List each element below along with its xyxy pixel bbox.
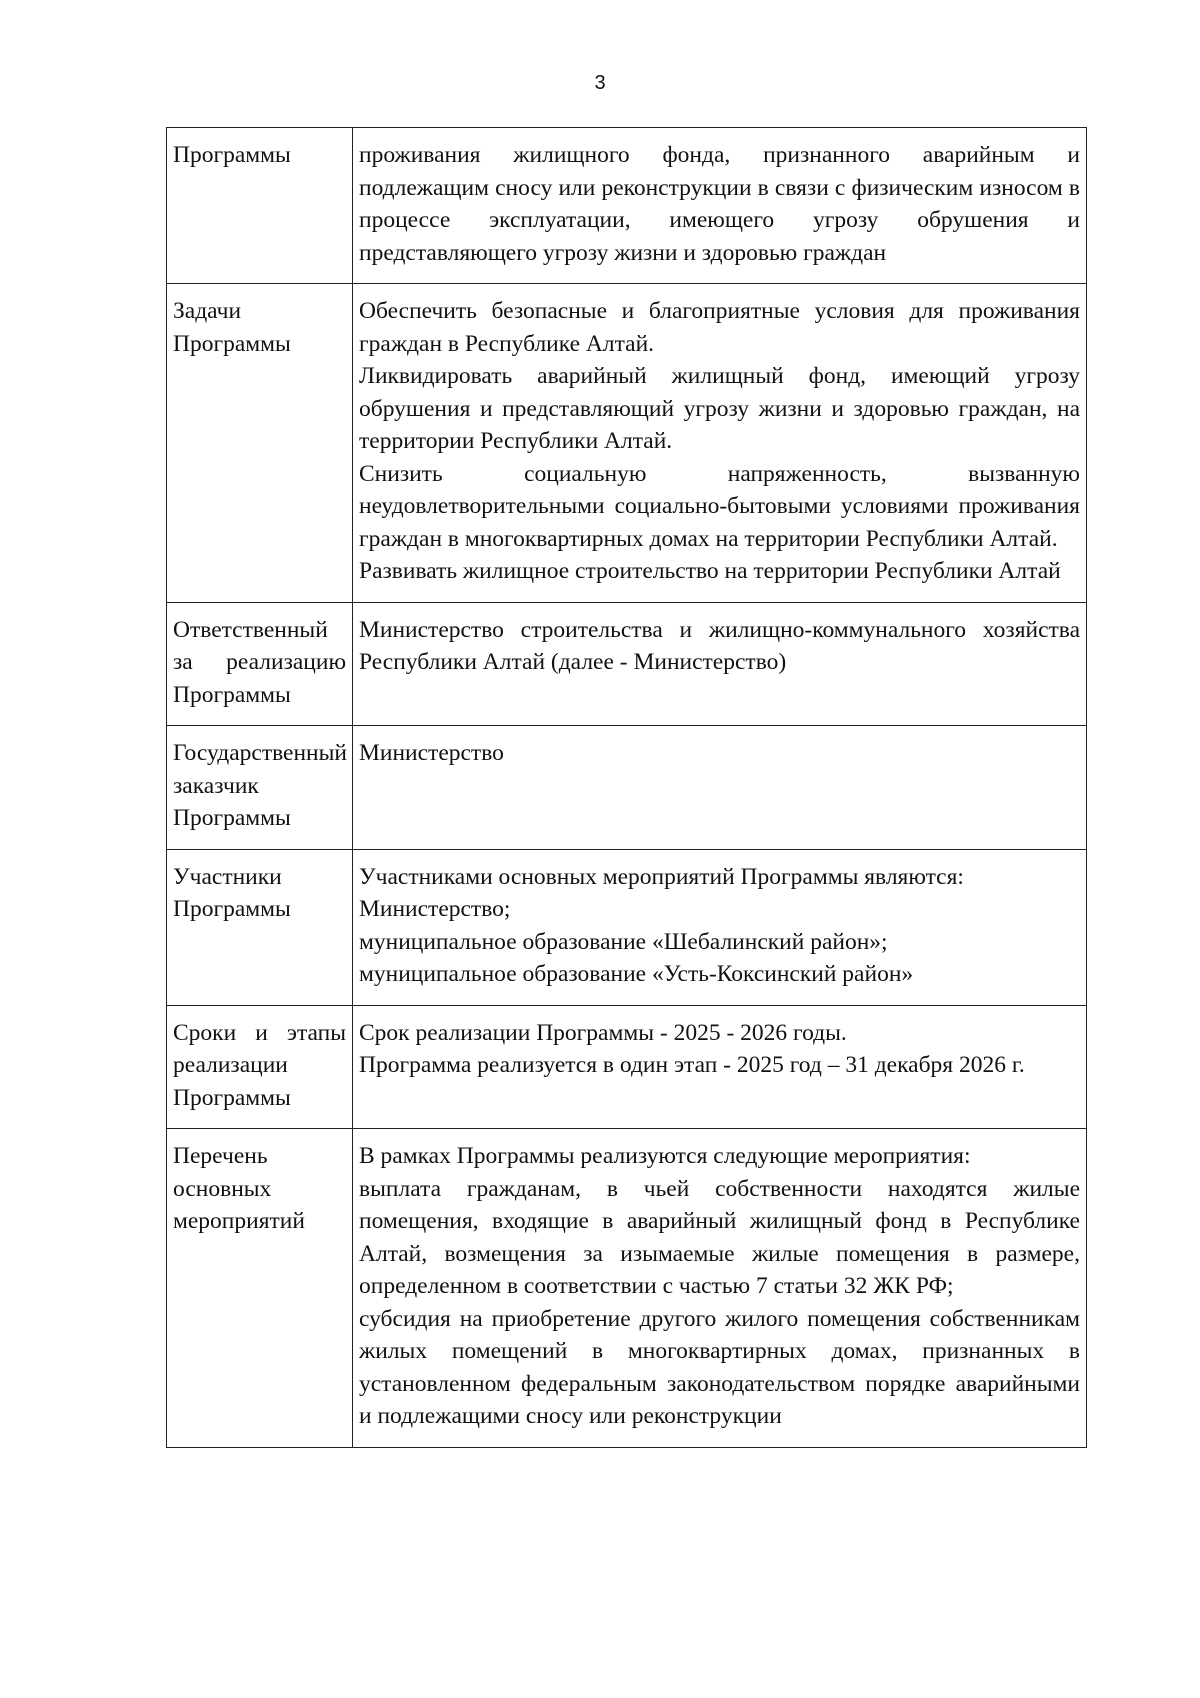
row-content (353, 284, 1087, 603)
row-label: Программы (167, 128, 353, 284)
paragraph: Снизить социальную напряженность, вызванную неудовлетворительными социально-бытовыми условиями проживания граждан в многоквартирных домах на территории Республики Алтай. (359, 460, 1080, 552)
paragraph: Министерство (359, 740, 504, 766)
table-row (167, 1129, 1087, 1448)
table-row (167, 284, 1087, 603)
page-number: 3 (594, 72, 606, 94)
paragraph: Обеспечить безопасные и благоприятные условия для проживания граждан в Республике Алтай. (359, 298, 1080, 357)
paragraph: субсидия на приобретение другого жилого помещения собственникам жилых помещений в многоквартирных домах, признанных в установленном федеральным законодательством порядке аварийными и подлежащими сносу или реконструкции (359, 1305, 1080, 1429)
paragraph: Участниками основных мероприятий Программы являются: (359, 863, 964, 890)
row-label: Перечень основных мероприятий (167, 1129, 353, 1448)
row-content (353, 1129, 1087, 1448)
paragraph: Программа реализуется в один этап - 2025 год – 31 декабря 2026 г. (359, 1052, 1025, 1078)
paragraph: Развивать жилищное строительство на территории Республики Алтай (359, 558, 1061, 584)
paragraph: Срок реализации Программы - 2025 - 2026 годы. (359, 1019, 847, 1046)
table-row (167, 128, 1087, 284)
row-content (353, 128, 1087, 284)
paragraph: муниципальное образование «Шебалинский район»; (359, 928, 888, 955)
table-row (167, 602, 1087, 726)
row-label: Государственный заказчик Программы (167, 726, 353, 850)
paragraph: проживания жилищного фонда, признанного аварийным и подлежащим сносу или реконструкции в связи с физическим износом в процессе эксплуатации, имеющего угрозу обрушения и представляющего угрозу жизни и здоровью граждан (359, 142, 1080, 266)
row-label: Ответственный за реализацию Программы (167, 602, 353, 726)
table-row (167, 849, 1087, 1005)
paragraph: Ликвидировать аварийный жилищный фонд, имеющий угрозу обрушения и представляющий угрозу жизни и здоровью граждан, на территории Республики Алтай. (359, 363, 1080, 454)
paragraph: выплата гражданам, в чьей собственности находятся жилые помещения, входящие в аварийный жилищный фонд в Республике Алтай, возмещения за изымаемые жилые помещения в размере, определенном в соответствии с частью 7 статьи 32 ЖК РФ; (359, 1175, 1080, 1299)
row-content (353, 726, 1087, 850)
row-label: Задачи Программы (167, 284, 353, 603)
paragraph: Министерство строительства и жилищно-коммунального хозяйства Республики Алтай (далее - Министерство) (359, 616, 1080, 675)
paragraph: муниципальное образование «Усть-Коксинский район» (359, 961, 914, 987)
row-content (353, 849, 1087, 1005)
table-row (167, 726, 1087, 850)
paragraph: В рамках Программы реализуются следующие мероприятия: (359, 1143, 971, 1169)
program-passport-table (166, 127, 1087, 1448)
row-label: Участники Программы (167, 849, 353, 1005)
row-content (353, 602, 1087, 726)
paragraph: Министерство; (359, 896, 511, 922)
row-content (353, 1005, 1087, 1129)
table-row (167, 1005, 1087, 1129)
row-label: Сроки и этапы реализации Программы (167, 1005, 353, 1129)
